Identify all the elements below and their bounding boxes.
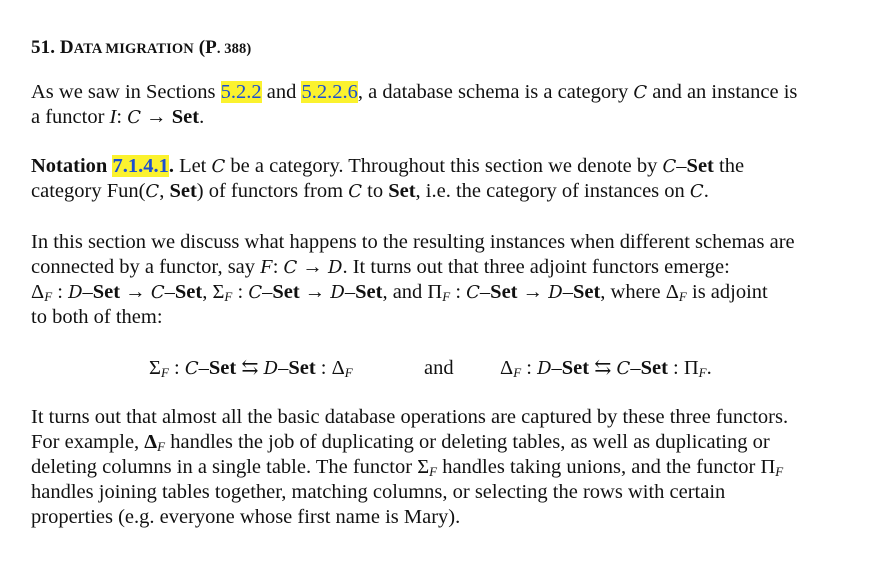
text: handles joining tables together, matching columns, or selecting the rows with certain	[31, 481, 726, 503]
math-symbol: Δ	[665, 281, 679, 303]
math-subscript: F	[44, 289, 53, 304]
text: –	[676, 155, 687, 177]
text: –	[479, 281, 491, 303]
text: , where	[600, 281, 666, 303]
text: is adjoint	[686, 281, 768, 303]
text: –	[551, 357, 562, 379]
math-symbol: C	[662, 156, 677, 177]
math-subscript: F	[160, 365, 169, 380]
math-symbol: D	[68, 282, 83, 303]
text: be a category. Throughout this section we denote by	[225, 155, 663, 177]
text: and	[261, 81, 302, 103]
text: a functor	[31, 106, 110, 128]
text: –	[278, 357, 289, 379]
notation-label: Notation	[31, 155, 113, 177]
notation-link-7-1-4-1[interactable]: 7.1.4.1	[112, 155, 169, 177]
section-heading	[31, 37, 251, 59]
text: :	[116, 106, 128, 128]
intro-paragraph	[31, 80, 861, 130]
text: →	[120, 281, 151, 303]
math-symbol: Δ	[144, 431, 158, 453]
text: to both of them:	[31, 306, 163, 328]
math-symbol: C	[145, 181, 160, 202]
pi-adjunction	[500, 356, 712, 381]
text: –	[262, 281, 273, 303]
text: category Fun(	[31, 180, 146, 202]
text: .	[703, 180, 709, 202]
text: deleting columns in a single table. The functor	[31, 456, 418, 478]
math-set: Set	[208, 357, 237, 379]
text: handles the job of duplicating or deleting tables, as well as duplicating or	[165, 431, 770, 453]
section-link-5-2-2[interactable]: 5.2.2	[220, 81, 262, 103]
text: the	[713, 155, 745, 177]
heading-page-open: (P	[193, 37, 217, 58]
heading-number: 51. D	[31, 37, 74, 58]
math-symbol: C	[184, 358, 199, 379]
math-symbol: C	[348, 181, 362, 202]
text: properties (e.g. everyone whose first name is Mary).	[31, 506, 461, 528]
math-symbol: D	[263, 358, 279, 379]
text: , a database schema is a category	[357, 81, 634, 103]
math-symbol: C	[633, 82, 648, 103]
text: –	[344, 281, 356, 303]
math-symbol: D	[548, 282, 563, 303]
text: →	[517, 281, 549, 303]
math-subscript: F	[698, 365, 707, 380]
text: :	[315, 357, 332, 379]
math-symbol: D	[330, 282, 345, 303]
math-symbol: C	[689, 181, 704, 202]
text: →	[140, 106, 172, 128]
text: , and	[382, 281, 428, 303]
math-subscript: F	[344, 365, 353, 380]
math-symbol: C	[283, 257, 298, 278]
text: :	[168, 357, 185, 379]
math-symbol: C	[127, 107, 141, 128]
display-and: and	[424, 357, 454, 379]
text: handles taking unions, and the functor	[437, 456, 761, 478]
math-symbol: Δ	[331, 357, 345, 379]
math-symbol: Π	[427, 281, 443, 303]
text: –	[164, 281, 175, 303]
text: For example,	[31, 431, 145, 453]
math-set: Set	[171, 106, 200, 128]
math-symbol: D	[537, 358, 552, 379]
text: →	[299, 281, 331, 303]
math-set: Set	[640, 357, 668, 379]
math-subscript: F	[678, 289, 687, 304]
math-subscript: F	[513, 365, 522, 380]
text: –	[82, 281, 93, 303]
operations-paragraph	[31, 405, 861, 530]
text: As we saw in Sections	[31, 81, 221, 103]
math-set: Set	[388, 180, 416, 202]
section-link-5-2-2-6[interactable]: 5.2.2.6	[301, 81, 358, 103]
text: and an instance is	[647, 81, 798, 103]
text: connected by a functor, say	[31, 256, 261, 278]
math-set: Set	[288, 357, 316, 379]
text: :	[521, 357, 538, 379]
math-subscript: F	[224, 289, 233, 304]
math-set: Set	[169, 180, 197, 202]
notation-paragraph	[31, 154, 861, 204]
text: ⇆	[589, 357, 617, 379]
adjoint-paragraph	[31, 230, 861, 330]
text: –	[630, 357, 641, 379]
math-set: Set	[561, 357, 590, 379]
math-set: Set	[686, 155, 714, 177]
text: :	[667, 357, 684, 379]
math-symbol: Δ	[31, 281, 45, 303]
math-symbol: Σ	[417, 456, 430, 478]
math-set: Set	[490, 281, 518, 303]
math-symbol: Π	[760, 456, 776, 478]
math-set: Set	[92, 281, 121, 303]
text: to	[362, 180, 389, 202]
text: . It turns out that three adjoint functors emerge:	[342, 256, 730, 278]
text: .	[199, 106, 205, 128]
text: :	[232, 281, 249, 303]
text: –	[562, 281, 573, 303]
text: :	[272, 256, 284, 278]
text: It turns out that almost all the basic database operations are captured by these three functors.	[31, 406, 789, 428]
math-subscript: F	[442, 289, 451, 304]
text: , i.e. the category of instances on	[415, 180, 690, 202]
text: Let	[173, 155, 212, 177]
text: →	[297, 256, 329, 278]
text: ) of functors from	[196, 180, 349, 202]
math-subscript: F	[157, 439, 166, 454]
math-symbol: C	[466, 282, 480, 303]
math-symbol: C	[616, 358, 631, 379]
math-set: Set	[272, 281, 300, 303]
text: ⇆	[236, 357, 264, 379]
math-subscript: F	[429, 464, 438, 479]
math-symbol: Δ	[500, 357, 514, 379]
math-symbol: C	[211, 156, 226, 177]
math-symbol: C	[150, 282, 165, 303]
math-symbol: Π	[683, 357, 699, 379]
text: ,	[159, 180, 170, 202]
text: .	[706, 357, 712, 379]
math-symbol: C	[248, 282, 263, 303]
text: ,	[202, 281, 213, 303]
heading-page-number: . 388)	[216, 41, 252, 57]
text: :	[52, 281, 69, 303]
math-symbol: I	[109, 106, 117, 128]
math-set: Set	[174, 281, 203, 303]
math-set: Set	[355, 281, 383, 303]
text: :	[450, 281, 467, 303]
heading-title: ATA MIGRATION	[73, 41, 194, 57]
text: .	[168, 155, 174, 177]
math-symbol: D	[328, 257, 343, 278]
math-set: Set	[572, 281, 601, 303]
math-symbol: F	[260, 256, 273, 278]
text: In this section we discuss what happens to the resulting instances when different schemas are	[31, 231, 795, 253]
text: –	[198, 357, 209, 379]
math-symbol: Σ	[212, 281, 225, 303]
sigma-adjunction	[149, 356, 353, 381]
math-symbol: Σ	[149, 357, 161, 379]
math-subscript: F	[775, 464, 784, 479]
